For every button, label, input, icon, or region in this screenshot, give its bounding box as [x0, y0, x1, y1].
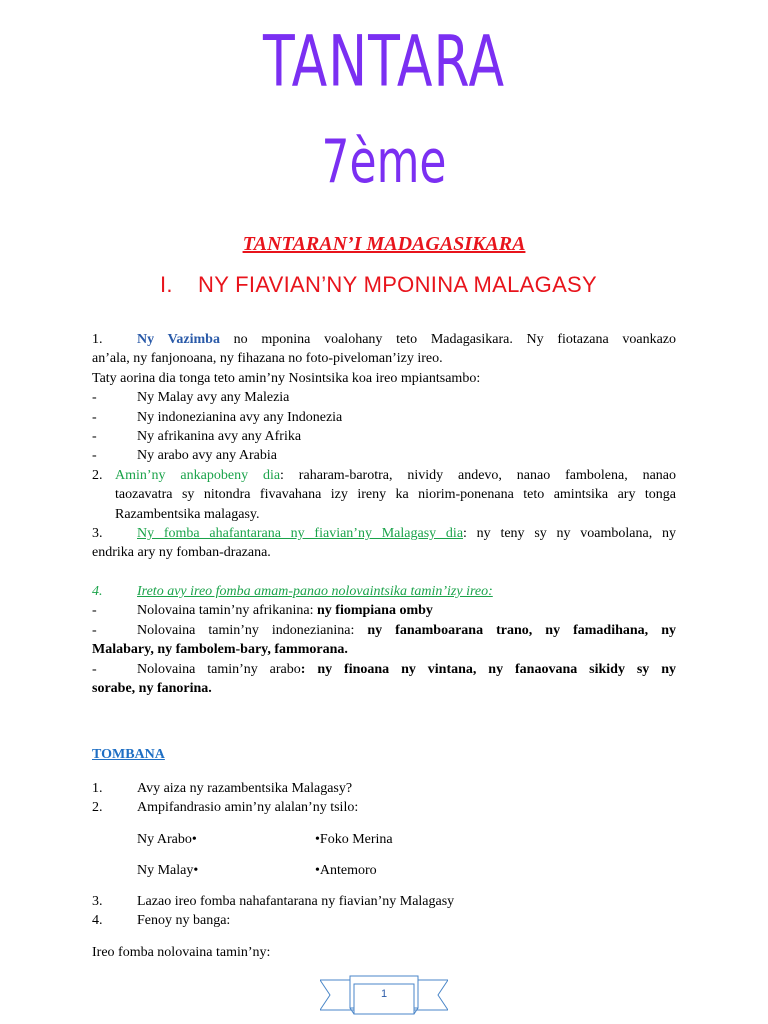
list-item: - Nolovaina tamin’ny arabo: ny finoana ny vintana, ny fanaovana sikidy sy ny — [92, 661, 677, 677]
paragraph-3: 3. Ny fomba ahafantarana ny fiavian’ny Malagasy dia: ny teny sy ny voambolana, ny — [92, 526, 676, 542]
paragraph-text: no mponina voalohany teto Madagasikara. Ny fiotazana voankazo — [233, 332, 677, 347]
question: 2. Ampifandrasio amin’ny alalan’ny tsilo: — [92, 800, 359, 816]
highlight-ankapobeny: Amin’ny ankapobeny dia — [115, 467, 281, 483]
match-left: Ny Arabo — [137, 832, 192, 847]
customs-heading: Ireto avy ireo fomba amam-panao nolovaintsika tamin’izy ireo: — [137, 584, 493, 599]
match-right: Foko Merina — [319, 832, 393, 847]
list-item: - Ny Malay avy any Malezia — [92, 390, 290, 406]
document-title: TANTARA — [262, 22, 506, 103]
chapter-heading-text: NY FIAVIAN’NY MPONINA MALAGASY — [198, 272, 597, 297]
evaluation-heading: TOMBANA — [92, 747, 165, 762]
question: 3. Lazao ireo fomba nahafantarana ny fiavian’ny Malagasy — [92, 894, 455, 909]
grade-title: 7ème — [321, 128, 447, 197]
question: 4. Fenoy ny banga: — [92, 913, 231, 929]
bullet-icon: • — [315, 863, 320, 878]
list-item: - Nolovaina tamin’ny indonezianina: ny fanamboarana trano, ny famadihana, ny — [92, 622, 676, 638]
matching-row — [92, 830, 676, 849]
list-item: - Nolovaina tamin’ny afrikanina: ny fiompiana omby — [92, 603, 433, 619]
evaluation-questions — [92, 779, 676, 818]
chapter-number: I. — [160, 272, 173, 297]
section-subtitle: TANTARAN’I MADAGASIKARA — [242, 233, 526, 255]
paragraph-text: an’ala, ny fanjonoana, ny fihazana no foto-piveloman’izy ireo. — [92, 351, 443, 367]
page-number: 1 — [380, 988, 388, 1000]
paragraph-1: 1. Ny Vazimba no mponina voalohany teto Madagasikara. Ny fiotazana voankazo an’ala, ny fanjonoana, ny fihazana no foto-piveloman’izy ireo. Taty aorina dia tonga teto amin’ny Nosintsika koa ireo mpiantsambo: - Ny Malay avy any Malezia - Ny indonezianina avy any Indonezia - Ny afrikanina avy any Afrika - Ny arabo avy any Arabia 2. Amin’ny ankapobeny dia: raharam-barotra, nividy andevo, nanao fambolena, nanao taozavatra sy nitondra fivavahana izy ireny ka niorim-ponenana teto amintsika ary tonga Razambentsika malagasy. 3. Ny fomba ahafantarana ny fiavian’ny Malagasy dia: ny teny sy ny voambolana, ny endrika ary ny fomban-drazana. — [92, 332, 677, 561]
paragraph-number: 1. — [92, 332, 103, 347]
match-left: Ny Malay — [137, 863, 194, 878]
matching-row — [92, 861, 676, 880]
paragraph-4: 4. Ireto avy ireo fomba amam-panao nolovaintsika tamin’izy ireo: - Nolovaina tamin’ny afrikanina: ny fiompiana omby - Nolovaina tamin’ny indonezianina: ny fanamboarana trano, ny famadihana, ny Malabary, ny fambolem-bary, fammorana. - Nolovaina tamin’ny arabo: ny finoana ny vintana, ny fanaovana sikidy sy ny sorabe, ny fanorina. — [92, 584, 677, 697]
bullet-icon: • — [193, 863, 199, 878]
paragraph-text: Taty aorina dia tonga teto amin’ny Nosintsika koa ireo mpiantsambo: — [92, 370, 481, 386]
match-right: Antemoro — [319, 863, 377, 878]
page-number-ribbon — [320, 974, 448, 1016]
chapter-heading — [160, 272, 597, 298]
list-item: - Ny arabo avy any Arabia — [92, 448, 277, 464]
paragraph-2: 2. Amin’ny ankapobeny dia: raharam-barotra, nividy andevo, nanao fambolena, nanao — [92, 467, 676, 483]
fill-blank-prompt: Ireo fomba nolovaina tamin’ny: — [92, 945, 271, 960]
list-item: - Ny afrikanina avy any Afrika — [92, 429, 302, 445]
bullet-icon: • — [191, 832, 197, 847]
bullet-icon: • — [315, 832, 320, 847]
highlight-vazimba: Ny Vazimba — [137, 332, 220, 347]
question: 1. Avy aiza ny razambentsika Malagasy? — [92, 781, 353, 796]
highlight-fomba: Ny fomba ahafantarana ny fiavian’ny Malagasy dia — [137, 526, 464, 542]
list-item: - Ny indonezianina avy any Indonezia — [92, 409, 343, 425]
evaluation-questions-2 — [92, 892, 676, 931]
